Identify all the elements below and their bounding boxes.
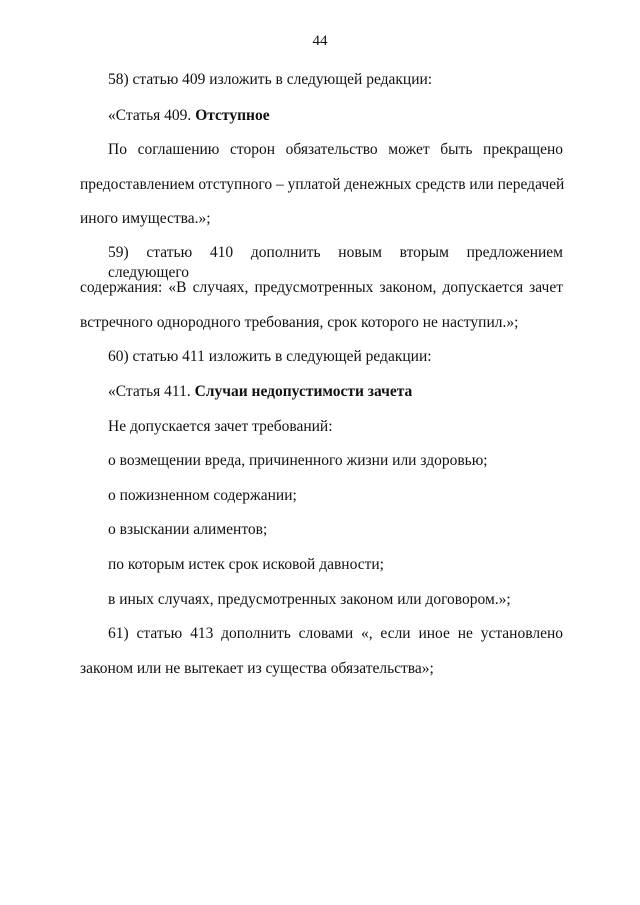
item-60-text: 60) статью 411 изложить в следующей редакции: xyxy=(108,348,432,365)
article-411-case-1: о возмещении вреда, причиненного жизни или здоровью; xyxy=(108,452,488,469)
item-61-line-2: законом или не вытекает из существа обязательства»; xyxy=(80,660,434,677)
page-number: 44 xyxy=(312,33,328,49)
article-409-number: «Статья 409. xyxy=(108,107,196,124)
article-411-heading xyxy=(108,382,412,402)
article-411-case-3: о взыскании алиментов; xyxy=(108,521,268,538)
item-59-line-1: 59) статью 410 дополнить новым вторым предложением следующего xyxy=(108,244,563,281)
article-411-number: «Статья 411. xyxy=(108,383,195,400)
article-411-intro: Не допускается зачет требований: xyxy=(108,418,333,435)
article-411-case-2: о пожизненном содержании; xyxy=(108,487,297,504)
article-411-case-5: в иных случаях, предусмотренных законом или договором.»; xyxy=(108,591,511,608)
item-61-line-1: 61) статью 413 дополнить словами «, если иное не установлено xyxy=(108,625,563,642)
article-409-text-line-2: предоставлением отступного – уплатой денежных средств или передачей xyxy=(80,176,565,193)
item-58-text: 58) статью 409 изложить в следующей редакции: xyxy=(108,71,433,88)
article-409-text-line-1: По соглашению сторон обязательство может быть прекращено xyxy=(108,141,563,158)
article-409-text-line-3: иного имущества.»; xyxy=(80,210,211,227)
article-409-title: Отступное xyxy=(195,107,270,124)
article-409-heading xyxy=(108,106,270,126)
item-59-line-2: содержания: «В случаях, предусмотренных законом, допускается зачет xyxy=(80,279,563,296)
article-411-title: Случаи недопустимости зачета xyxy=(194,383,413,400)
item-59-line-3: встречного однородного требования, срок которого не наступил.»; xyxy=(80,314,519,331)
article-411-case-4: по которым истек срок исковой давности; xyxy=(108,556,384,573)
